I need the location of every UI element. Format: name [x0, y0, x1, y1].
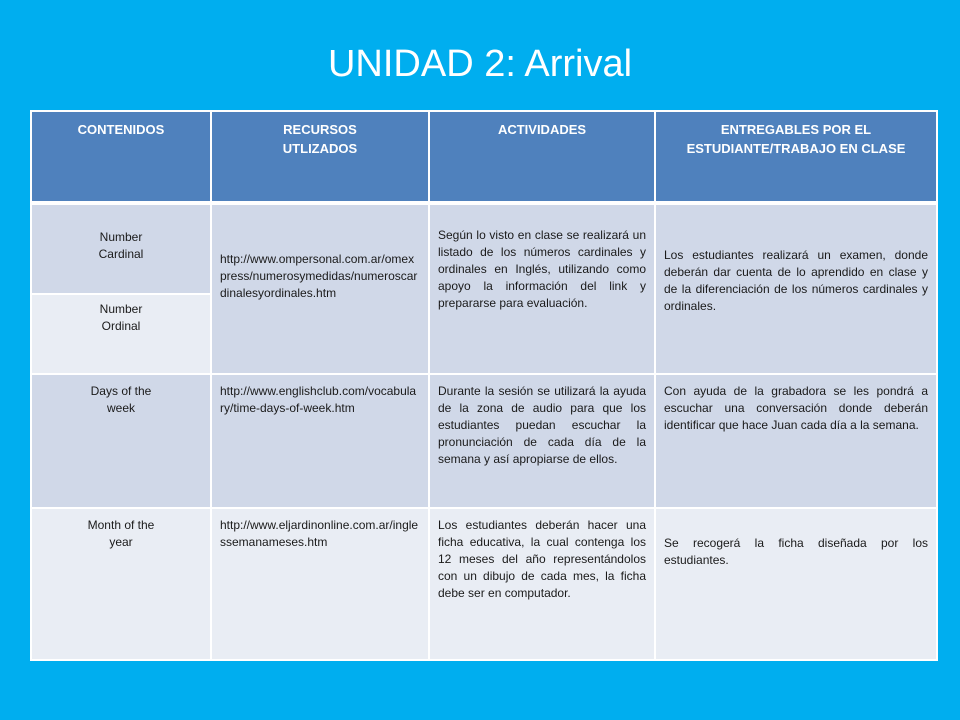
- cell-actividad: Los estudiantes deberán hacer una ficha educativa, la cual contenga los 12 meses del año representándolos con un dibujo de cada mes, la ficha debe ser en computador.: [429, 508, 655, 660]
- cell-recurso-link[interactable]: http://www.englishclub.com/vocabulary/time-days-of-week.htm: [211, 374, 429, 508]
- cell-contenido-months: Month of the year: [31, 508, 211, 660]
- header-entregables: ENTREGABLES POR EL ESTUDIANTE/TRABAJO EN CLASE: [655, 111, 937, 203]
- cell-contenido-number-ordinal: Number Ordinal: [31, 294, 211, 374]
- cell-actividad: Según lo visto en clase se realizará un listado de los números cardinales y ordinales en Inglés, utilizando como apoyo la información del link y prepararse para evaluación.: [429, 203, 655, 374]
- content-table: [30, 110, 938, 661]
- header-recursos: RECURSOS UTLIZADOS: [211, 111, 429, 203]
- table-row: [31, 508, 937, 660]
- cell-entregable: Se recogerá la ficha diseñada por los estudiantes.: [655, 508, 937, 660]
- slide-title: UNIDAD 2: Arrival: [327, 43, 633, 85]
- cell-entregable: Los estudiantes realizará un examen, donde deberán dar cuenta de lo aprendido en clase y de la diferenciación de los números cardinales y ordinales.: [655, 203, 937, 374]
- header-actividades: ACTIVIDADES: [429, 111, 655, 203]
- cell-recurso-link[interactable]: http://www.ompersonal.com.ar/omexpress/numerosymedidas/numeroscardinalesyordinales.htm: [211, 203, 429, 374]
- cell-contenido-days: Days of the week: [31, 374, 211, 508]
- header-row: [31, 111, 937, 203]
- cell-entregable: Con ayuda de la grabadora se les pondrá a escuchar una conversación donde deberán identificar que hace Juan cada día a la semana.: [655, 374, 937, 508]
- cell-recurso-link[interactable]: http://www.eljardinonline.com.ar/inglessemanameses.htm: [211, 508, 429, 660]
- table-row: [31, 374, 937, 508]
- table-row: [31, 203, 937, 294]
- cell-contenido-number-cardinal: Number Cardinal: [31, 203, 211, 294]
- header-contenidos: CONTENIDOS: [31, 111, 211, 203]
- cell-actividad: Durante la sesión se utilizará la ayuda de la zona de audio para que los estudiantes puedan escuchar la pronunciación de cada día de la semana y así apropiarse de ellos.: [429, 374, 655, 508]
